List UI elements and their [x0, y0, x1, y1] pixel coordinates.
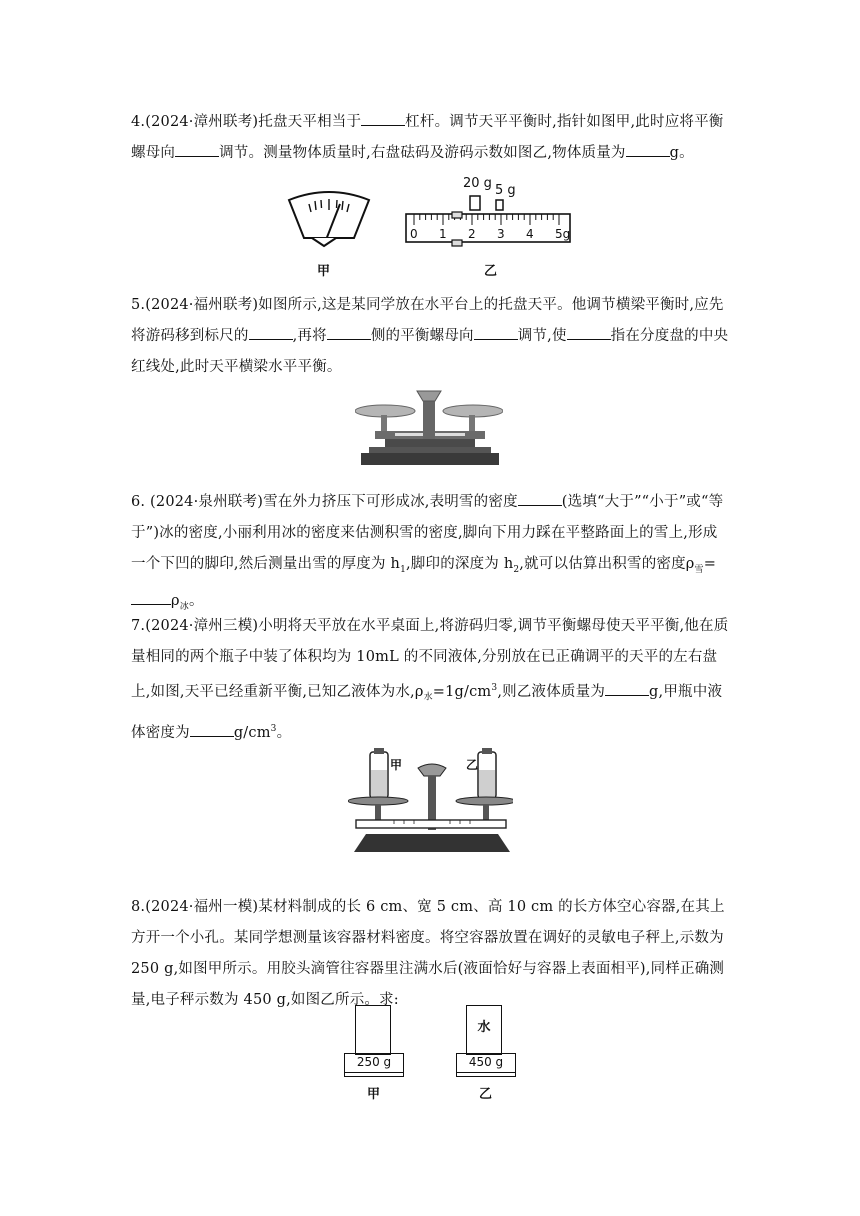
scale-reading-jia: 250 g [344, 1053, 404, 1073]
q6-text-3: ,脚印的深度为 h [406, 556, 514, 572]
q5-text-4: 调节,使 [517, 328, 567, 344]
empty-container [355, 1005, 391, 1055]
rider-marker-bottom [452, 240, 462, 246]
weight-label-20g: 20 g [463, 176, 492, 191]
q5-blank-4 [567, 325, 611, 340]
scale-tick-label: 0 [410, 227, 418, 241]
q7-blank-1 [605, 681, 649, 696]
q5-text-5: 指在分度盘的中央红线处,此时天平横梁水平平衡。 [131, 328, 729, 375]
water-filled-container: 水 [466, 1005, 502, 1055]
q4-text-3: 调节。测量物体质量时,右盘砝码及游码示数如图乙,物体质量为 [219, 145, 626, 161]
question-5 [131, 290, 731, 383]
q6-text-4: ,就可以估算出积雪的密度ρ [519, 556, 695, 572]
q5-text-2: ,再将 [292, 328, 327, 344]
q4-text-4: g。 [669, 145, 694, 161]
q7-text-3: ,则乙液体质量为 [497, 683, 606, 700]
q7-label-jia: 甲 [390, 758, 403, 772]
q7-sup-1: 3 [491, 683, 498, 693]
q5-text-3: 侧的平衡螺母向 [370, 328, 474, 344]
q5-text-1: 如图所示,这是某同学放在水平台上的托盘天平。他调节横梁平衡时,应先将游码移到标尺的 [131, 297, 724, 344]
q6-sub-snow: 雪 [694, 564, 704, 575]
q7-label-yi: 乙 [466, 758, 479, 772]
scale-reading-yi: 450 g [456, 1053, 516, 1073]
q6-text-1: 雪在外力挤压下可形成冰,表明雪的密度 [263, 494, 518, 510]
q6-sub-ice: 冰 [179, 601, 189, 612]
q7-text-1: 小明将天平放在水平桌面上,将游码归零,调节平衡螺母使天平平衡,他在质量相同的两个瓶子中装了体积均为 10mL 的不同液体,分别放在已正确调平的天平的左右盘上,如图,天平已经重新平衡,已知乙液体为水,ρ [131, 618, 729, 700]
q6-blank-2 [131, 590, 171, 605]
q5-blank-2 [327, 325, 371, 340]
q8-text: 某材料制成的长 6 cm、宽 5 cm、高 10 cm 的长方体空心容器,在其上方开一个小孔。某同学想测量该容器材料密度。将空容器放置在调好的灵敏电子秤上,示数为 250 g,如图甲所示。用胶头滴管往容器里注满水后(液面恰好与容器上表面相平),同样正确测量,电子秤示数为 450 g,如图乙所示。求: [131, 899, 725, 1008]
rider-marker [452, 212, 462, 218]
q7-sub-water: 水 [423, 692, 433, 703]
dial-figure [284, 190, 374, 250]
question-6 [131, 487, 731, 623]
balance-bottles-figure [348, 748, 513, 856]
q7-sup-2: 3 [270, 723, 277, 734]
q8-caption-jia: 甲 [367, 1087, 381, 1102]
q4-caption-jia: 甲 [317, 264, 331, 279]
rider-scale-figure [404, 192, 574, 250]
q4-blank-2 [175, 142, 219, 157]
q4-blank-1 [361, 111, 405, 126]
question-7 [131, 611, 731, 749]
scale-tick-label: 5g [555, 227, 571, 241]
q7-text-4: g,甲瓶中液体密度为 [131, 683, 723, 741]
scale-tick-label: 3 [497, 227, 505, 241]
q5-source: 5.(2024·福州联考) [131, 297, 259, 313]
q6-text-6: ρ [171, 592, 180, 609]
question-4 [131, 107, 731, 169]
q6-sub-2: 2 [513, 564, 520, 575]
q5-blank-1 [249, 325, 293, 340]
scale-tick-label: 1 [439, 227, 447, 241]
q6-text-2: (选填“大于”“小于”或“等于”)冰的密度,小丽利用冰的密度来估测积雪的密度,脚向下用力踩在平整路面上的雪上,形成一个下凹的脚印,然后测量出雪的厚度为 h [131, 494, 724, 572]
q4-blank-3 [626, 142, 670, 157]
q7-source: 7.(2024·漳州三模) [131, 618, 259, 634]
q6-text-5: = [703, 556, 717, 572]
q4-caption-yi: 乙 [484, 264, 498, 279]
weight-20g-icon [470, 196, 480, 210]
weight-5g-icon [496, 200, 503, 210]
q5-blank-3 [474, 325, 518, 340]
q6-blank-1 [518, 491, 562, 506]
q8-caption-yi: 乙 [479, 1087, 493, 1102]
scale-base-yi [456, 1073, 516, 1077]
q4-text-2: 杠杆。调节天平平衡时,指针如图甲,此时应将平衡螺母向 [131, 114, 724, 161]
weight-label-5g: 5 g [495, 183, 516, 198]
q4-text-1: 托盘天平相当于 [258, 114, 362, 130]
scale-tick-label: 4 [526, 227, 534, 241]
q7-text-5: g/cm [233, 724, 271, 741]
q6-source: 6. (2024·泉州联考) [131, 494, 264, 510]
balance-photo [355, 387, 503, 467]
q8-source: 8.(2024·福州一模) [131, 899, 259, 915]
question-8 [131, 892, 731, 1016]
q6-text-7: 。 [188, 592, 204, 609]
rider-scale [406, 214, 570, 242]
q7-text-6: 。 [276, 724, 292, 741]
scale-base-jia [344, 1073, 404, 1077]
q7-blank-2 [190, 722, 234, 737]
q6-sub-1: 1 [400, 564, 406, 575]
q4-source: 4.(2024·漳州联考) [131, 114, 259, 130]
q7-text-2: =1g/cm [432, 683, 492, 700]
scale-tick-label: 2 [468, 227, 476, 241]
